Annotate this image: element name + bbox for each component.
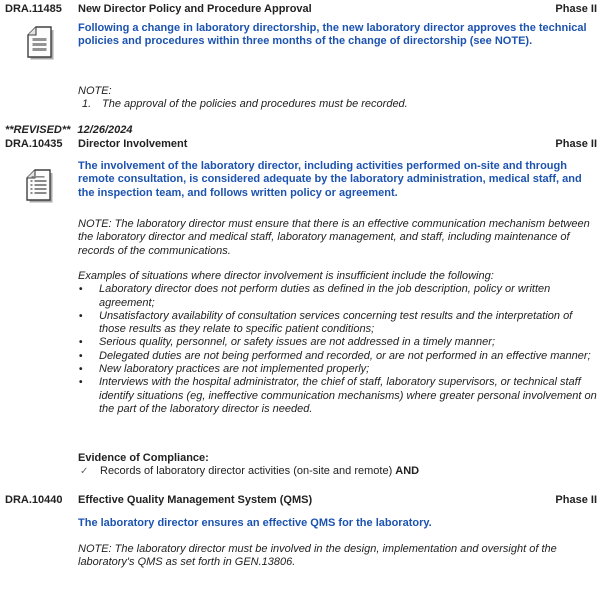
document-note-icon xyxy=(26,26,56,62)
note-paragraph: NOTE: The laboratory director must ensure that there is an effective communication mechanism between the laboratory director and medical staff, laboratory management, and staff, including maintenance of records of the communications. xyxy=(78,218,590,257)
requirement-code: DRA.11485 xyxy=(5,3,62,15)
bullet-icon: • xyxy=(79,337,83,349)
evidence-text-conjunction: AND xyxy=(395,465,420,478)
numbered-note xyxy=(78,98,597,111)
note-label: NOTE: xyxy=(78,85,112,97)
phase-badge: Phase II xyxy=(555,138,597,150)
revised-label: **REVISED** xyxy=(5,124,71,136)
list-item xyxy=(78,336,597,349)
bullet-icon: • xyxy=(79,310,83,322)
list-item xyxy=(78,376,597,416)
evidence-item xyxy=(78,465,597,478)
list-item xyxy=(78,283,597,310)
examples-list xyxy=(78,270,597,416)
revised-flag xyxy=(5,124,132,137)
list-item xyxy=(78,363,597,376)
note-paragraph: NOTE: The laboratory director must be involved in the design, implementation and oversight of the laboratory's QMS as set forth in GEN.13806. xyxy=(78,543,557,569)
list-item xyxy=(78,350,597,363)
bullet-icon: • xyxy=(79,350,83,362)
revised-date: 12/26/2024 xyxy=(77,124,133,136)
requirement-title: Effective Quality Management System (QMS) xyxy=(78,494,313,506)
list-item-text: Unsatisfactory availability of consultation services concerning test results and the interpretation of those results as they relate to specific patient conditions; xyxy=(99,309,573,336)
bullet-icon: • xyxy=(79,364,83,376)
phase-badge: Phase II xyxy=(555,494,597,506)
requirement-title: Director Involvement xyxy=(78,138,188,150)
bullet-icon: • xyxy=(79,377,83,389)
requirement-code: DRA.10440 xyxy=(5,494,63,506)
examples-intro: Examples of situations where director involvement is insufficient include the following: xyxy=(78,270,494,282)
note-number: 1. xyxy=(82,98,92,111)
requirement-header-2 xyxy=(0,138,608,152)
note-text: The approval of the policies and procedures must be recorded. xyxy=(102,98,408,111)
note-block xyxy=(78,85,597,112)
list-item-text: Serious quality, personnel, or safety issues are not addressed in a timely manner; xyxy=(99,336,495,349)
check-icon: ✓ xyxy=(80,466,89,478)
evidence-text xyxy=(100,465,597,478)
requirement-text: Following a change in laboratory directorship, the new laboratory director approves the technical policies and procedures within three months of the change of directorship (see NOTE). xyxy=(78,22,587,48)
requirement-title: New Director Policy and Procedure Approval xyxy=(78,3,312,15)
document-list-icon xyxy=(25,169,55,205)
list-item-text: New laboratory practices are not implemented properly; xyxy=(99,363,370,376)
list-item-text: Interviews with the hospital administrator, the chief of staff, laboratory supervisors, or technical staff identify situations (eg, ineffective communication mechanisms) where greater personal involvement on the part of the laboratory director is needed. xyxy=(99,376,597,415)
bullet-icon: • xyxy=(79,284,83,296)
list-item-text: Delegated duties are not being performed and recorded, or are not performed in an effective manner; xyxy=(99,349,591,362)
evidence-label: Evidence of Compliance: xyxy=(78,452,209,464)
evidence-of-compliance xyxy=(78,452,597,479)
requirement-header-3 xyxy=(0,494,608,508)
requirement-text: The involvement of the laboratory director, including activities performed on-site and through remote consultation, is considered adequate by the laboratory administration, medical staff, and the inspection team, and follows written policy or agreement. xyxy=(78,160,582,199)
requirement-header-1 xyxy=(0,3,608,17)
evidence-text-main: Records of laboratory director activities (on-site and remote) xyxy=(100,465,393,478)
list-item-text: Laboratory director does not perform duties as defined in the job description, policy or written agreement; xyxy=(99,283,551,309)
requirement-text: The laboratory director ensures an effective QMS for the laboratory. xyxy=(78,517,432,529)
requirement-code: DRA.10435 xyxy=(5,138,63,150)
phase-badge: Phase II xyxy=(555,3,597,15)
list-item xyxy=(78,310,597,337)
